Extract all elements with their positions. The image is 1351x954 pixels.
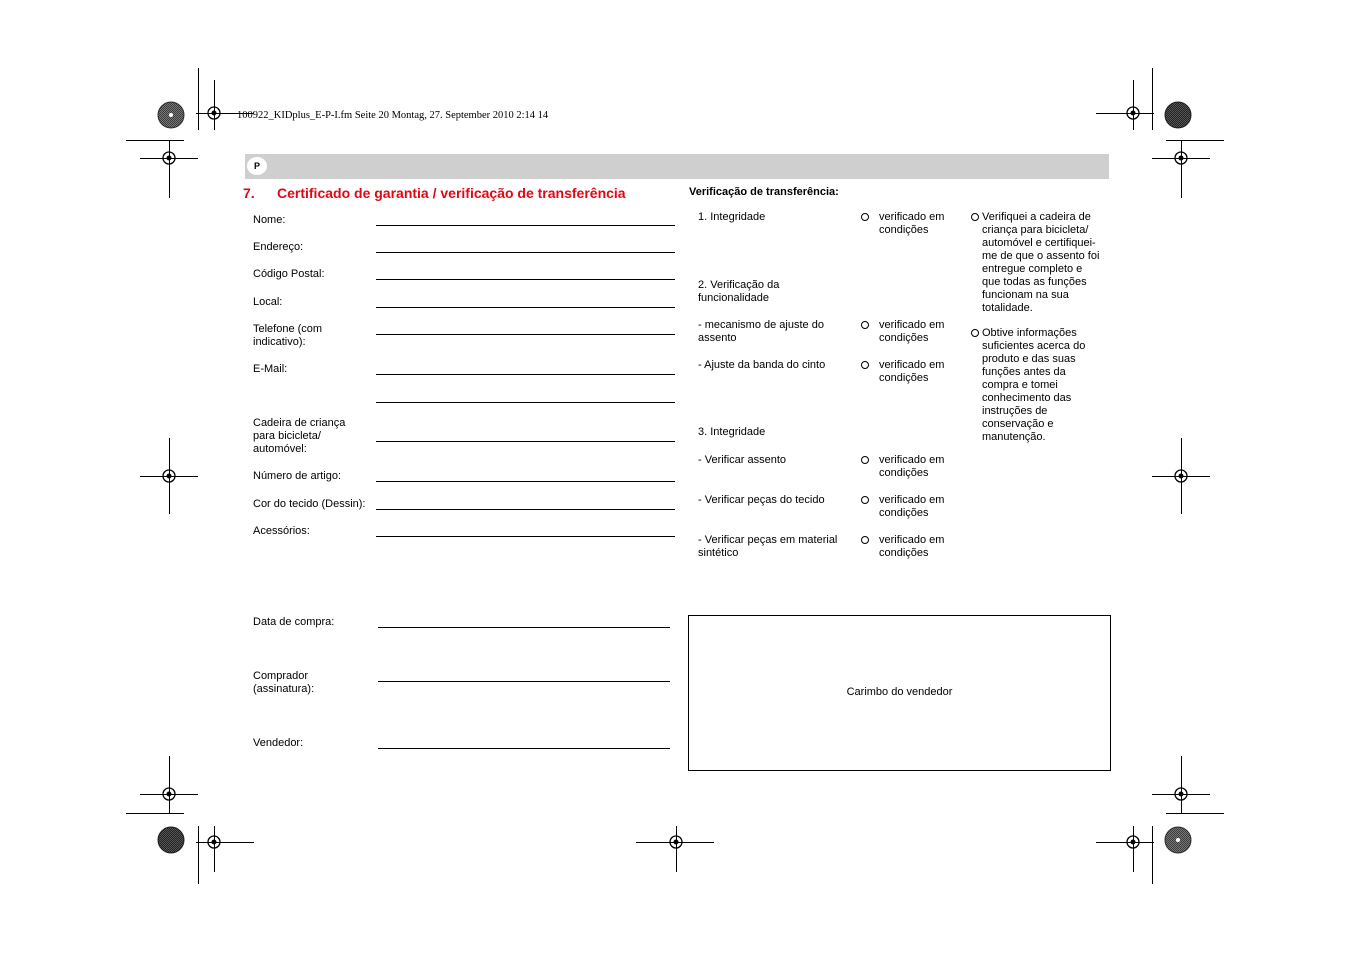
- article-number-input-line[interactable]: [376, 481, 675, 482]
- registration-target-icon: [159, 784, 179, 804]
- check-integrity-radio[interactable]: [861, 213, 869, 221]
- star-target-icon: [1164, 826, 1192, 854]
- field-label-city: Local:: [253, 296, 283, 308]
- registration-target-icon: [204, 832, 224, 852]
- crop-mark: [1152, 826, 1153, 884]
- field-label-accessories: Acessórios:: [253, 525, 310, 537]
- star-target-icon: [157, 101, 185, 129]
- check-seat-adjust-option-label: verificado em condições: [879, 319, 945, 344]
- star-target-icon: [157, 826, 185, 854]
- statement-2-radio[interactable]: [971, 329, 979, 337]
- crop-mark: [1166, 813, 1224, 814]
- accessories-input-line[interactable]: [376, 536, 675, 537]
- seller-stamp-label: Carimbo do vendedor: [846, 686, 953, 698]
- check-seat-option-label: verificado em condições: [879, 454, 945, 479]
- statement-2-text: Obtive informações suficientes acerca do produto e das suas funções antes da compra e tomei conhecimento das instruções de conservação e manutenção.: [982, 327, 1086, 443]
- crop-mark: [126, 813, 184, 814]
- page-badge: P: [247, 157, 267, 175]
- statement-1-radio[interactable]: [971, 213, 979, 221]
- check-seat-radio[interactable]: [861, 456, 869, 464]
- fabric-color-input-line[interactable]: [376, 509, 675, 510]
- check-item-plastic: - Verificar peças em material sintético: [698, 534, 838, 559]
- check-fabric-radio[interactable]: [861, 496, 869, 504]
- check-item-belt-adjust: - Ajuste da banda do cinto: [698, 359, 826, 371]
- address-input-line[interactable]: [376, 252, 675, 253]
- buyer-signature-input-line[interactable]: [378, 681, 670, 682]
- check-fabric-option-label: verificado em condições: [879, 494, 945, 519]
- field-label-seller: Vendedor:: [253, 737, 304, 749]
- check-item-integrity-3: 3. Integridade: [698, 426, 766, 438]
- check-integrity-option-label: verificado em condições: [879, 211, 945, 236]
- email-input-line-2[interactable]: [376, 402, 675, 403]
- registration-target-icon: [159, 466, 179, 486]
- check-belt-adjust-radio[interactable]: [861, 361, 869, 369]
- seller-input-line[interactable]: [378, 748, 670, 749]
- seller-stamp-box: [688, 615, 1111, 771]
- crop-mark: [1166, 140, 1224, 141]
- check-belt-adjust-option-label: verificado em condições: [879, 359, 945, 384]
- registration-target-icon: [1171, 466, 1191, 486]
- check-plastic-radio[interactable]: [861, 536, 869, 544]
- star-target-icon: [1164, 101, 1192, 129]
- registration-target-icon: [1171, 784, 1191, 804]
- crop-mark: [198, 68, 199, 130]
- child-seat-input-line[interactable]: [376, 441, 675, 442]
- postal-code-input-line[interactable]: [376, 279, 675, 280]
- field-label-child-seat: Cadeira de criança para bicicleta/ automóvel:: [253, 417, 346, 455]
- crop-mark: [1152, 68, 1153, 130]
- name-input-line[interactable]: [376, 225, 675, 226]
- transfer-check-heading: Verificação de transferência:: [689, 186, 839, 198]
- email-input-line[interactable]: [376, 374, 675, 375]
- registration-target-icon: [159, 148, 179, 168]
- field-label-postal-code: Código Postal:: [253, 268, 325, 280]
- phone-input-line[interactable]: [376, 334, 675, 335]
- statement-1-text: Verifiquei a cadeira de criança para bicicleta/ automóvel e certifiquei-me de que o assento foi entregue completo e que todas as funções funcionam na sua totalidade.: [982, 211, 1100, 314]
- check-seat-adjust-radio[interactable]: [861, 321, 869, 329]
- registration-target-icon: [1123, 832, 1143, 852]
- purchase-date-input-line[interactable]: [378, 627, 670, 628]
- file-header: 100922_KIDplus_E-P-I.fm Seite 20 Montag, 27. September 2010 2:14 14: [237, 110, 549, 121]
- field-label-email: E-Mail:: [253, 363, 288, 375]
- crop-mark: [198, 826, 199, 884]
- page-header-bar: [245, 154, 1109, 179]
- field-label-fabric-color: Cor do tecido (Dessin):: [253, 498, 366, 510]
- registration-target-icon: [1171, 148, 1191, 168]
- check-plastic-option-label: verificado em condições: [879, 534, 945, 559]
- field-label-name: Nome:: [253, 214, 286, 226]
- field-label-phone: Telefone (com indicativo):: [253, 323, 323, 348]
- field-label-article-number: Número de artigo:: [253, 470, 342, 482]
- registration-target-icon: [204, 103, 224, 123]
- field-label-purchase-date: Data de compra:: [253, 616, 335, 628]
- check-item-seat: - Verificar assento: [698, 454, 787, 466]
- field-label-address: Endereço:: [253, 241, 304, 253]
- crop-mark: [126, 140, 184, 141]
- section-number: 7.: [243, 185, 255, 201]
- field-label-buyer-signature: Comprador (assinatura):: [253, 670, 315, 695]
- section-title-text: Certificado de garantia / verificação de transferência: [277, 185, 626, 201]
- check-item-seat-adjust: - mecanismo de ajuste do assento: [698, 319, 824, 344]
- section-title: [243, 185, 626, 201]
- check-item-fabric: - Verificar peças do tecido: [698, 494, 825, 506]
- check-item-integrity: 1. Integridade: [698, 211, 766, 223]
- city-input-line[interactable]: [376, 307, 675, 308]
- check-item-functionality: 2. Verificação da funcionalidade: [698, 279, 780, 304]
- registration-target-icon: [1123, 103, 1143, 123]
- registration-target-icon: [666, 832, 686, 852]
